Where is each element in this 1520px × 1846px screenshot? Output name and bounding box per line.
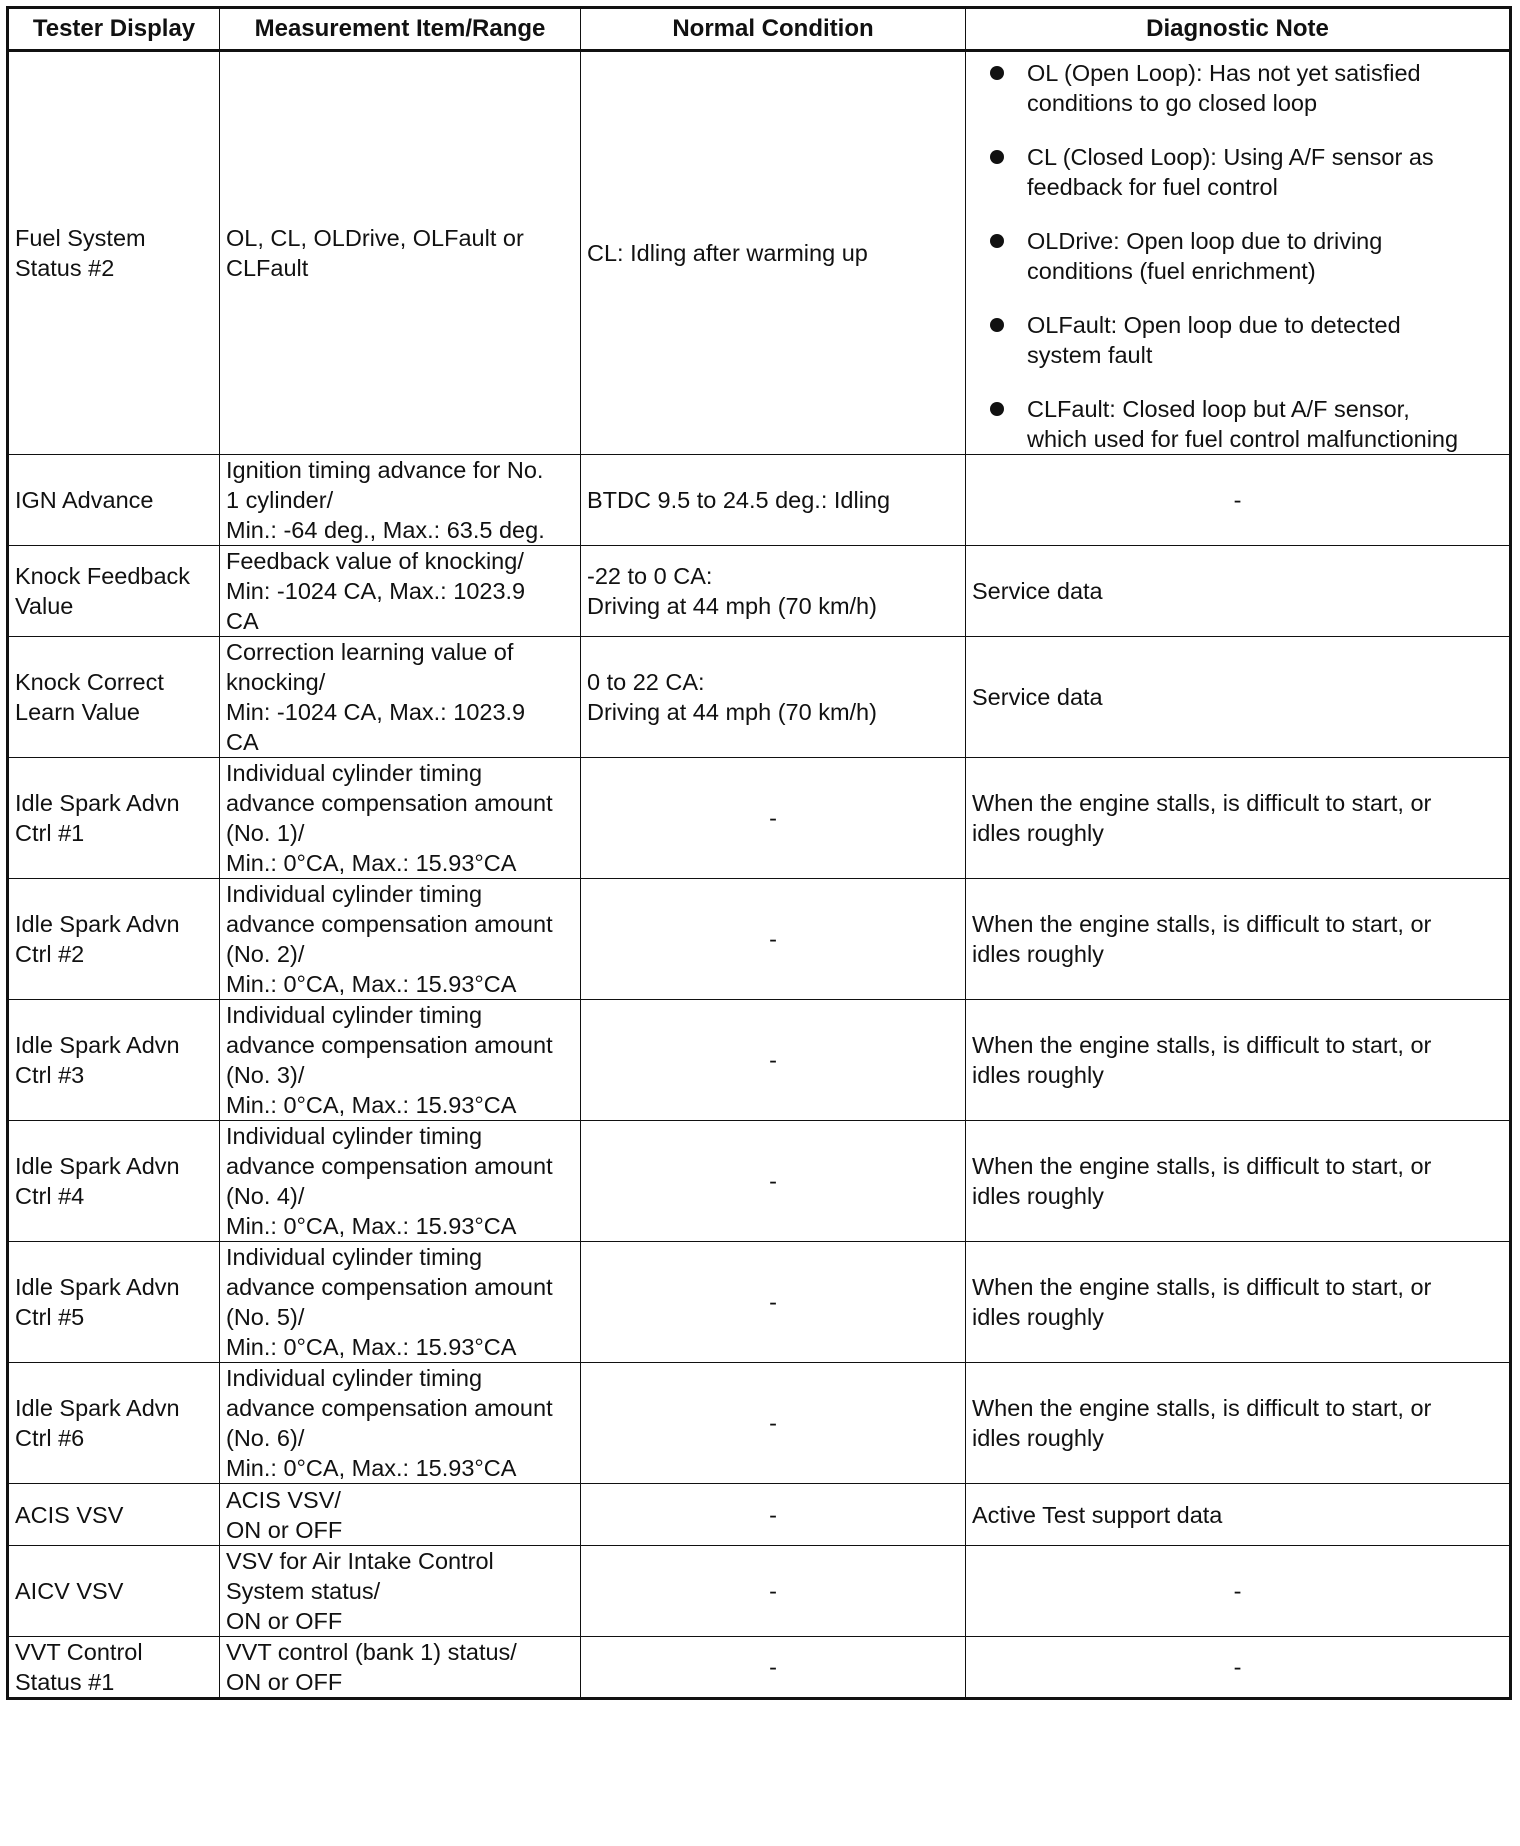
note-bullet-item (990, 310, 1503, 370)
tester-display-line: Idle Spark Advn (15, 1153, 180, 1179)
measurement-line: Min.: -64 deg., Max.: 63.5 deg. (226, 517, 545, 543)
cell-normal-condition (581, 1484, 966, 1546)
header-tester-display: Tester Display (8, 8, 220, 51)
cell-measurement-item-range (220, 455, 581, 546)
note-bullet-item (990, 58, 1503, 118)
measurement-line: knocking/ (226, 669, 326, 695)
cell-normal-condition (581, 1546, 966, 1637)
cell-measurement-item-range (220, 1637, 581, 1699)
normal-condition-line: - (769, 805, 777, 831)
measurement-line: Correction learning value of (226, 639, 514, 665)
normal-condition-line: - (769, 1654, 777, 1680)
normal-condition-line: - (769, 926, 777, 952)
cell-diagnostic-note (966, 758, 1511, 879)
bullet-icon (990, 234, 1004, 248)
cell-tester-display (8, 1242, 220, 1363)
bullet-icon (990, 150, 1004, 164)
cell-normal-condition (581, 51, 966, 455)
measurement-line: (No. 3)/ (226, 1062, 305, 1088)
measurement-line: OL, CL, OLDrive, OLFault or (226, 225, 524, 251)
normal-condition-line: - (769, 1289, 777, 1315)
cell-normal-condition (581, 879, 966, 1000)
measurement-line: (No. 2)/ (226, 941, 305, 967)
measurement-line: ON or OFF (226, 1669, 343, 1695)
tester-display-line: Status #2 (15, 255, 115, 281)
normal-condition-line: - (769, 1578, 777, 1604)
diagnostic-note-text: - (1233, 487, 1242, 513)
diagnostic-note-line: When the engine stalls, is difficult to start, or (972, 790, 1432, 816)
cell-tester-display (8, 1363, 220, 1484)
cell-tester-display (8, 1000, 220, 1121)
cell-normal-condition (581, 758, 966, 879)
normal-condition-line: - (769, 1501, 777, 1528)
measurement-line: Min: -1024 CA, Max.: 1023.9 (226, 578, 526, 604)
note-bullet-item (990, 394, 1503, 454)
measurement-line: Min.: 0°CA, Max.: 15.93°CA (226, 1334, 517, 1360)
table-row (8, 1363, 1511, 1484)
diagnostic-note-line: idles roughly (972, 1425, 1104, 1451)
note-bullet-line: CLFault: Closed loop but A/F sensor, (1027, 396, 1410, 422)
cell-diagnostic-note (966, 1242, 1511, 1363)
diagnostic-note-text: - (1233, 1578, 1242, 1604)
diagnostic-note-text: Service data (972, 684, 1103, 710)
tester-display-line: Ctrl #5 (15, 1304, 85, 1330)
cell-tester-display (8, 546, 220, 637)
note-bullet-item (990, 226, 1503, 286)
measurement-line: Individual cylinder timing (226, 881, 483, 907)
diagnostic-note-line: idles roughly (972, 820, 1104, 846)
measurement-line: Min: -1024 CA, Max.: 1023.9 (226, 699, 526, 725)
table-row (8, 1546, 1511, 1637)
tester-display-line: Idle Spark Advn (15, 1274, 180, 1300)
note-bullet-line: OL (Open Loop): Has not yet satisfied (1027, 60, 1421, 86)
cell-normal-condition (581, 1637, 966, 1699)
cell-diagnostic-note (966, 1363, 1511, 1484)
cell-tester-display (8, 51, 220, 455)
cell-diagnostic-note (966, 546, 1511, 637)
diagnostic-note-text: Active Test support data (972, 1501, 1223, 1528)
tester-display-line: Fuel System (15, 225, 146, 251)
header-normal-condition: Normal Condition (581, 8, 966, 51)
note-bullet-line: OLDrive: Open loop due to driving (1027, 228, 1383, 254)
tester-display-line: Value (15, 593, 74, 619)
diagnostic-note-line: idles roughly (972, 941, 1104, 967)
cell-measurement-item-range (220, 1484, 581, 1546)
table-row (8, 1121, 1511, 1242)
table-row (8, 879, 1511, 1000)
measurement-line: 1 cylinder/ (226, 487, 334, 513)
diagnostic-note-line: idles roughly (972, 1304, 1104, 1330)
normal-condition-line: - (769, 1047, 777, 1073)
diagnostic-note-text: - (1233, 1654, 1242, 1680)
cell-diagnostic-note (966, 637, 1511, 758)
bullet-icon (990, 318, 1004, 332)
cell-diagnostic-note (966, 455, 1511, 546)
normal-condition-line: BTDC 9.5 to 24.5 deg.: Idling (587, 487, 891, 513)
tester-display-line: Learn Value (15, 699, 140, 725)
measurement-line: Individual cylinder timing (226, 1244, 483, 1270)
cell-measurement-item-range (220, 1000, 581, 1121)
note-bullet-line: OLFault: Open loop due to detected (1027, 312, 1401, 338)
measurement-line: System status/ (226, 1578, 381, 1604)
measurement-line: Individual cylinder timing (226, 760, 483, 786)
cell-tester-display (8, 1546, 220, 1637)
measurement-line: Min.: 0°CA, Max.: 15.93°CA (226, 850, 517, 876)
cell-normal-condition (581, 455, 966, 546)
cell-diagnostic-note (966, 1000, 1511, 1121)
note-bullet-list (972, 52, 1503, 454)
tester-display-line: Ctrl #2 (15, 941, 85, 967)
cell-diagnostic-note (966, 1637, 1511, 1699)
note-bullet-line: conditions (fuel enrichment) (1027, 258, 1316, 284)
note-bullet-line: feedback for fuel control (1027, 174, 1278, 200)
note-bullet-line: conditions to go closed loop (1027, 90, 1318, 116)
measurement-line: Individual cylinder timing (226, 1002, 483, 1028)
note-bullet-line: system fault (1027, 342, 1153, 368)
note-bullet-line: CL (Closed Loop): Using A/F sensor as (1027, 144, 1434, 170)
tester-display-line: Status #1 (15, 1669, 115, 1695)
tester-display-line: Idle Spark Advn (15, 911, 180, 937)
measurement-line: Min.: 0°CA, Max.: 15.93°CA (226, 1213, 517, 1239)
cell-diagnostic-note (966, 1546, 1511, 1637)
bullet-icon (990, 402, 1004, 416)
table-row (8, 1000, 1511, 1121)
table-row (8, 1637, 1511, 1699)
measurement-line: advance compensation amount (226, 1153, 553, 1179)
cell-tester-display (8, 637, 220, 758)
normal-condition-line: 0 to 22 CA: (587, 669, 705, 695)
cell-tester-display (8, 758, 220, 879)
measurement-line: Individual cylinder timing (226, 1365, 483, 1391)
note-bullet-item (990, 142, 1503, 202)
measurement-line: advance compensation amount (226, 1274, 553, 1300)
normal-condition-line: - (769, 1168, 777, 1194)
cell-tester-display (8, 1637, 220, 1699)
measurement-line: (No. 1)/ (226, 820, 305, 846)
cell-tester-display (8, 1121, 220, 1242)
measurement-line: CA (226, 729, 259, 755)
tester-display-line: Knock Correct (15, 669, 164, 695)
measurement-line: advance compensation amount (226, 790, 553, 816)
cell-measurement-item-range (220, 1546, 581, 1637)
measurement-line: ON or OFF (226, 1516, 343, 1543)
cell-normal-condition (581, 1363, 966, 1484)
measurement-line: Min.: 0°CA, Max.: 15.93°CA (226, 1455, 517, 1481)
cell-measurement-item-range (220, 1121, 581, 1242)
measurement-line: advance compensation amount (226, 1032, 553, 1058)
diagnostic-note-line: When the engine stalls, is difficult to start, or (972, 1274, 1432, 1300)
tester-display-line: VVT Control (15, 1639, 143, 1665)
diagnostic-note-line: When the engine stalls, is difficult to start, or (972, 1032, 1432, 1058)
cell-normal-condition (581, 1242, 966, 1363)
table-row (8, 1484, 1511, 1546)
tester-display-line: AICV VSV (15, 1578, 124, 1604)
cell-diagnostic-note (966, 1484, 1511, 1546)
table-row (8, 51, 1511, 455)
measurement-line: ACIS VSV/ (226, 1486, 341, 1513)
table-row (8, 1242, 1511, 1363)
tester-display-line: Ctrl #3 (15, 1062, 85, 1088)
cell-normal-condition (581, 1000, 966, 1121)
normal-condition-line: -22 to 0 CA: (587, 563, 713, 589)
tester-display-line: Ctrl #4 (15, 1183, 85, 1209)
cell-measurement-item-range (220, 758, 581, 879)
cell-measurement-item-range (220, 879, 581, 1000)
normal-condition-line: - (769, 1410, 777, 1436)
normal-condition-line: CL: Idling after warming up (587, 240, 868, 266)
tester-display-line: Ctrl #1 (15, 820, 85, 846)
cell-normal-condition (581, 637, 966, 758)
tester-display-line: Ctrl #6 (15, 1425, 85, 1451)
tester-display-line: Idle Spark Advn (15, 1032, 180, 1058)
normal-condition-line: Driving at 44 mph (70 km/h) (587, 699, 877, 725)
cell-diagnostic-note (966, 51, 1511, 455)
data-list-table (6, 6, 1512, 1700)
table-row (8, 758, 1511, 879)
diagnostic-note-line: When the engine stalls, is difficult to start, or (972, 1153, 1432, 1179)
table-body (8, 51, 1511, 1699)
table-row (8, 546, 1511, 637)
measurement-line: Ignition timing advance for No. (226, 457, 544, 483)
tester-display-line: IGN Advance (15, 487, 154, 513)
measurement-line: CA (226, 608, 259, 634)
measurement-line: ON or OFF (226, 1608, 343, 1634)
diagnostic-note-line: idles roughly (972, 1062, 1104, 1088)
measurement-line: advance compensation amount (226, 911, 553, 937)
cell-measurement-item-range (220, 1242, 581, 1363)
measurement-line: Min.: 0°CA, Max.: 15.93°CA (226, 971, 517, 997)
measurement-line: CLFault (226, 255, 309, 281)
cell-tester-display (8, 1484, 220, 1546)
measurement-line: Feedback value of knocking/ (226, 548, 524, 574)
cell-tester-display (8, 879, 220, 1000)
header-measurement-item-range: Measurement Item/Range (220, 8, 581, 51)
table-row (8, 637, 1511, 758)
cell-measurement-item-range (220, 546, 581, 637)
diagnostic-note-text: Service data (972, 578, 1103, 604)
diagnostic-note-line: When the engine stalls, is difficult to start, or (972, 1395, 1432, 1421)
bullet-icon (990, 66, 1004, 80)
measurement-line: Individual cylinder timing (226, 1123, 483, 1149)
tester-display-line: Idle Spark Advn (15, 1395, 180, 1421)
measurement-line: Min.: 0°CA, Max.: 15.93°CA (226, 1092, 517, 1118)
cell-diagnostic-note (966, 1121, 1511, 1242)
cell-tester-display (8, 455, 220, 546)
table-row (8, 455, 1511, 546)
cell-measurement-item-range (220, 1363, 581, 1484)
note-bullet-line: which used for fuel control malfunctioning (1027, 426, 1459, 452)
diagnostic-note-line: When the engine stalls, is difficult to start, or (972, 911, 1432, 937)
measurement-line: (No. 5)/ (226, 1304, 305, 1330)
cell-normal-condition (581, 546, 966, 637)
cell-diagnostic-note (966, 879, 1511, 1000)
cell-normal-condition (581, 1121, 966, 1242)
measurement-line: VSV for Air Intake Control (226, 1548, 494, 1574)
normal-condition-line: Driving at 44 mph (70 km/h) (587, 593, 877, 619)
measurement-line: (No. 4)/ (226, 1183, 305, 1209)
measurement-line: VVT control (bank 1) status/ (226, 1639, 517, 1665)
tester-display-line: Knock Feedback (15, 563, 191, 589)
tester-display-line: Idle Spark Advn (15, 790, 180, 816)
header-diagnostic-note: Diagnostic Note (966, 8, 1511, 51)
measurement-line: (No. 6)/ (226, 1425, 305, 1451)
diagnostic-note-line: idles roughly (972, 1183, 1104, 1209)
header-row (8, 8, 1511, 51)
tester-display-line: ACIS VSV (15, 1501, 124, 1528)
cell-measurement-item-range (220, 637, 581, 758)
measurement-line: advance compensation amount (226, 1395, 553, 1421)
table-header (8, 8, 1511, 51)
cell-measurement-item-range (220, 51, 581, 455)
